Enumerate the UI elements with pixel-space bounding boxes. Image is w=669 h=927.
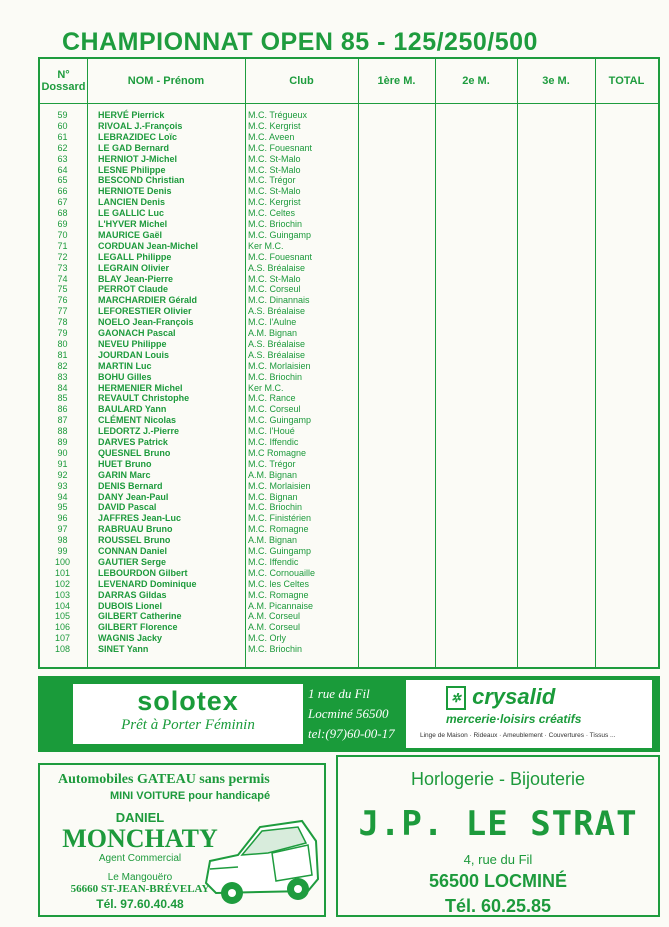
table-row [40, 546, 358, 557]
row-club: M.C. Fouesnant [248, 251, 313, 262]
crysalid-brand: crysalid [472, 684, 556, 709]
table-row [40, 404, 358, 415]
row-number: 94 [57, 491, 68, 502]
row-name: JAFFRES Jean-Luc [98, 513, 182, 524]
row-club: M.C. Guingamp [248, 415, 312, 426]
table-row [40, 622, 358, 633]
row-name: LE GALLIC Luc [98, 208, 164, 219]
table-row [40, 513, 358, 524]
row-name: HERNIOT J-Michel [98, 153, 178, 164]
row-club: M.C. Briochin [248, 502, 303, 513]
row-club: M.C. Briochin [248, 219, 303, 229]
gateau-sub: MINI VOITURE pour handicapé [110, 790, 271, 802]
crysalid-details: Linge de Maison · Rideaux · Ameublement · Couvertures · Tissus ... [420, 732, 616, 739]
row-number: 104 [54, 600, 71, 611]
table-row [40, 132, 358, 143]
crysalid-subtitle: mercerie·loisirs créatifs [446, 712, 582, 726]
header-m1: 1ère M. [377, 75, 416, 87]
row-name: DARRAS Gildas [98, 589, 167, 600]
row-number: 92 [57, 469, 68, 480]
row-number: 80 [57, 338, 68, 349]
row-name: GAONACH Pascal [98, 328, 176, 338]
table-row [40, 350, 358, 361]
car-icon [198, 817, 323, 909]
row-club: M.C. Briochin [248, 371, 303, 382]
table-row [40, 208, 358, 219]
table-row [40, 230, 358, 241]
row-name: CONNAN Daniel [98, 546, 168, 556]
row-number: 68 [57, 208, 68, 219]
row-number: 71 [57, 240, 68, 251]
header-name: NOM - Prénom [127, 75, 205, 87]
row-name: WAGNIS Jacky [98, 633, 163, 644]
table-row [40, 557, 358, 568]
table-row [40, 568, 358, 579]
table-row [40, 611, 358, 622]
gateau-city: 56660 ST-JEAN-BRÉVELAY [70, 883, 210, 895]
row-number: 84 [57, 382, 68, 393]
row-number: 87 [57, 415, 68, 426]
table-row [40, 601, 358, 612]
row-club: M.C. St-Malo [248, 273, 301, 284]
row-club: M.C. Aveen [248, 131, 295, 142]
row-number: 62 [57, 142, 68, 153]
gateau-phone: Tél. 97.60.40.48 [96, 897, 184, 911]
table-row [40, 295, 358, 306]
row-name: LANCIEN Denis [98, 197, 166, 208]
row-name: PERROT Claude [98, 284, 169, 295]
row-club: M.C. Morlaisien [248, 360, 311, 371]
header-dossard: N° Dossard [41, 69, 86, 93]
solotex-address-1: 1 rue du Fil [308, 686, 370, 701]
gateau-ad [38, 763, 326, 917]
table-row [40, 415, 358, 426]
solotex-address [308, 684, 403, 744]
header-club: Club [289, 75, 314, 87]
row-number: 98 [57, 535, 68, 546]
row-number: 74 [57, 273, 68, 284]
row-name: LE GAD Bernard [98, 142, 170, 153]
row-name: DUBOIS Lionel [98, 600, 163, 611]
row-name: LEFORESTIER Olivier [98, 306, 192, 317]
row-number: 75 [57, 284, 68, 295]
row-number: 107 [54, 633, 71, 644]
row-name: GARIN Marc [98, 469, 151, 480]
header-m3: 3e M. [542, 75, 570, 87]
row-name: BOHU Gilles [98, 371, 152, 382]
crysalid-logo-icon: ✲ [446, 686, 466, 710]
table-row [40, 437, 358, 448]
row-club: A.M. Bignan [248, 535, 298, 546]
row-name: BLAY Jean-Pierre [98, 273, 174, 284]
row-name: MARCHARDIER Gérald [98, 295, 198, 306]
row-club: M.C. Briochin [248, 644, 303, 655]
table-row [40, 633, 358, 644]
table-row [40, 502, 358, 513]
row-number: 76 [57, 295, 68, 306]
row-club: M.C. Kergrist [248, 120, 301, 131]
row-club: M.C. St-Malo [248, 153, 301, 164]
row-name: CLÉMENT Nicolas [98, 415, 177, 426]
table-row [40, 492, 358, 503]
row-club: A.S. Bréalaise [248, 349, 306, 360]
row-number: 72 [57, 251, 68, 262]
row-name: LESNE Philippe [98, 164, 166, 175]
row-club: M.C. Celtes [248, 208, 296, 219]
row-name: LEVENARD Dominique [98, 578, 197, 589]
solotex-address-2: Locminé 56500 [308, 706, 389, 721]
row-name: RABRUAU Bruno [98, 524, 173, 535]
row-number: 93 [57, 480, 68, 491]
table-row [40, 263, 358, 274]
table-row [40, 154, 358, 165]
row-name: HERVÉ Pierrick [98, 110, 165, 120]
strat-name: J.P. LE STRAT [358, 804, 638, 844]
row-club: M.C. Romagne [248, 524, 309, 535]
row-club: M.C. Corseul [248, 404, 301, 415]
row-club: M.C. Iffendic [248, 437, 299, 447]
row-number: 59 [57, 110, 68, 120]
row-number: 65 [57, 175, 68, 186]
row-name: DARVES Patrick [98, 437, 168, 447]
gateau-role: Agent Commercial [98, 853, 182, 864]
table-row [40, 535, 358, 546]
row-number: 102 [54, 578, 71, 589]
row-number: 88 [57, 426, 68, 437]
table-row [40, 219, 358, 230]
table-row [40, 284, 358, 295]
solotex-ad [73, 684, 303, 744]
row-number: 89 [57, 437, 68, 447]
row-club: M.C. Romagne [248, 589, 309, 600]
table-row [40, 317, 358, 328]
row-name: LEGRAIN Olivier [98, 262, 170, 273]
row-number: 103 [54, 589, 71, 600]
row-number: 66 [57, 186, 68, 197]
table-row [40, 241, 358, 252]
table-row [40, 197, 358, 208]
ad-banner [38, 676, 660, 752]
row-number: 85 [57, 393, 68, 404]
table-row [40, 383, 358, 394]
row-number: 106 [54, 622, 71, 633]
row-club: A.S. Bréalaise [248, 306, 306, 317]
table-row [40, 274, 358, 285]
row-number: 97 [57, 524, 68, 535]
row-club: M.C. Bignan [248, 491, 298, 502]
table-row [40, 579, 358, 590]
row-name: QUESNEL Bruno [98, 447, 171, 458]
row-club: M.C. Guingamp [248, 229, 312, 240]
row-club: M.C. Finistérien [248, 513, 312, 524]
row-number: 86 [57, 404, 68, 415]
row-number: 70 [57, 229, 68, 240]
crysalid-ad [406, 680, 652, 748]
row-name: DAVID Pascal [98, 502, 157, 513]
row-number: 69 [57, 219, 68, 229]
table-row [40, 165, 358, 176]
row-name: DENIS Bernard [98, 480, 163, 491]
table-row [40, 252, 358, 263]
table-row [40, 481, 358, 492]
row-name: NOELO Jean-François [98, 317, 194, 328]
row-name: MARTIN Luc [98, 360, 152, 371]
row-club: M.C. Morlaisien [248, 480, 311, 491]
row-number: 82 [57, 360, 68, 371]
row-name: SINET Yann [98, 644, 149, 655]
strat-phone: Tél. 60.25.85 [444, 896, 552, 916]
row-name: MAURICE Gaël [98, 229, 163, 240]
row-name: ROUSSEL Bruno [98, 535, 171, 546]
row-club: A.M. Bignan [248, 328, 298, 338]
row-number: 60 [57, 120, 68, 131]
table-row [40, 393, 358, 404]
row-name: RIVOAL J.-François [98, 120, 183, 131]
row-number: 105 [54, 611, 71, 622]
header-total: TOTAL [608, 75, 645, 87]
row-number: 81 [57, 349, 68, 360]
strat-city: 56500 LOCMINÉ [428, 871, 568, 891]
row-club: A.M. Picannaise [248, 600, 314, 611]
row-club: M.C. Cornouaille [248, 567, 316, 578]
table-row [40, 590, 358, 601]
solotex-brand: solotex [137, 686, 239, 716]
row-club: M.C. l'Aulne [248, 317, 297, 328]
row-number: 77 [57, 306, 68, 317]
row-name: HERNIOTE Denis [98, 186, 172, 197]
row-club: M.C. Orly [248, 633, 286, 644]
row-name: GILBERT Florence [98, 622, 178, 633]
row-number: 96 [57, 513, 68, 524]
row-club: M.C. Trégor [248, 458, 296, 469]
row-club: A.S. Bréalaise [248, 338, 306, 349]
strat-ad [336, 755, 660, 917]
row-name: BAULARD Yann [98, 404, 167, 415]
row-name: LEBOURDON Gilbert [98, 567, 188, 578]
row-club: A.M. Corseul [248, 622, 301, 633]
row-name: HUET Bruno [98, 458, 152, 469]
row-number: 108 [54, 644, 71, 655]
gateau-place: Le Mangouëro [107, 872, 173, 883]
row-club: M.C. Corseul [248, 284, 301, 295]
row-club: M.C Romagne [248, 447, 307, 458]
row-number: 67 [57, 197, 68, 208]
gateau-last-name: MONCHATY [62, 824, 218, 853]
row-name: NEVEU Philippe [98, 338, 167, 349]
row-name: GAUTIER Serge [98, 556, 167, 567]
table-row [40, 110, 358, 121]
row-name: L'HYVER Michel [98, 219, 168, 229]
row-number: 90 [57, 447, 68, 458]
solotex-phone: tel:(97)60-00-17 [308, 726, 395, 741]
row-name: DANY Jean-Paul [98, 491, 169, 502]
row-club: A.S. Bréalaise [248, 262, 306, 273]
table-row [40, 448, 358, 459]
row-number: 91 [57, 458, 68, 469]
row-club: A.M. Corseul [248, 611, 301, 622]
table-row [40, 306, 358, 317]
row-name: LEGALL Philippe [98, 251, 172, 262]
row-club: A.M. Bignan [248, 469, 298, 480]
gateau-headline: Automobiles GATEAU sans permis [58, 772, 270, 787]
page-title: CHAMPIONNAT OPEN 85 - 125/250/500 [62, 28, 538, 56]
row-club: M.C. l'Houé [248, 426, 295, 437]
row-club: M.C. Trégor [248, 175, 296, 186]
table-row [40, 459, 358, 470]
table-row [40, 372, 358, 383]
row-club: Ker M.C. [248, 382, 284, 393]
gateau-first-name: DANIEL [115, 810, 165, 825]
row-number: 73 [57, 262, 68, 273]
row-number: 63 [57, 153, 68, 164]
row-number: 99 [57, 546, 68, 556]
solotex-tagline: Prêt à Porter Féminin [121, 717, 255, 733]
row-name: LEBRAZIDEC Loïc [98, 131, 178, 142]
header-m2: 2e M. [462, 75, 490, 87]
table-row [40, 426, 358, 437]
row-name: CORDUAN Jean-Michel [98, 240, 199, 251]
row-club: Ker M.C. [248, 240, 284, 251]
row-number: 61 [57, 131, 68, 142]
row-name: GILBERT Catherine [98, 611, 182, 622]
table-row [40, 361, 358, 372]
strat-kind: Horlogerie - Bijouterie [410, 769, 586, 789]
results-table [38, 57, 660, 669]
row-name: LEDORTZ J.-Pierre [98, 426, 180, 437]
row-club: M.C. les Celtes [248, 578, 310, 589]
row-number: 95 [57, 502, 68, 513]
table-row [40, 121, 358, 132]
row-name: BESCOND Christian [98, 175, 185, 186]
strat-street: 4, rue du Fil [463, 852, 533, 867]
row-club: M.C. Trégueux [248, 110, 308, 120]
table-row [40, 470, 358, 481]
row-name: HERMENIER Michel [98, 382, 183, 393]
row-number: 78 [57, 317, 68, 328]
row-club: M.C. Fouesnant [248, 142, 313, 153]
table-row [40, 524, 358, 535]
row-club: M.C. Dinannais [248, 295, 310, 306]
row-club: M.C. St-Malo [248, 164, 301, 175]
row-number: 83 [57, 371, 68, 382]
row-number: 79 [57, 328, 68, 338]
row-club: M.C. Rance [248, 393, 296, 404]
row-club: M.C. Guingamp [248, 546, 312, 556]
row-club: M.C. Kergrist [248, 197, 301, 208]
table-row [40, 339, 358, 350]
table-row [40, 644, 358, 655]
table-row [40, 175, 358, 186]
row-number: 101 [54, 567, 71, 578]
table-row [40, 328, 358, 339]
row-name: JOURDAN Louis [98, 349, 170, 360]
row-name: REVAULT Christophe [98, 393, 190, 404]
row-number: 64 [57, 164, 68, 175]
row-number: 100 [54, 556, 71, 567]
table-row [40, 143, 358, 154]
row-club: M.C. St-Malo [248, 186, 301, 197]
row-club: M.C. Iffendic [248, 556, 299, 567]
table-row [40, 186, 358, 197]
